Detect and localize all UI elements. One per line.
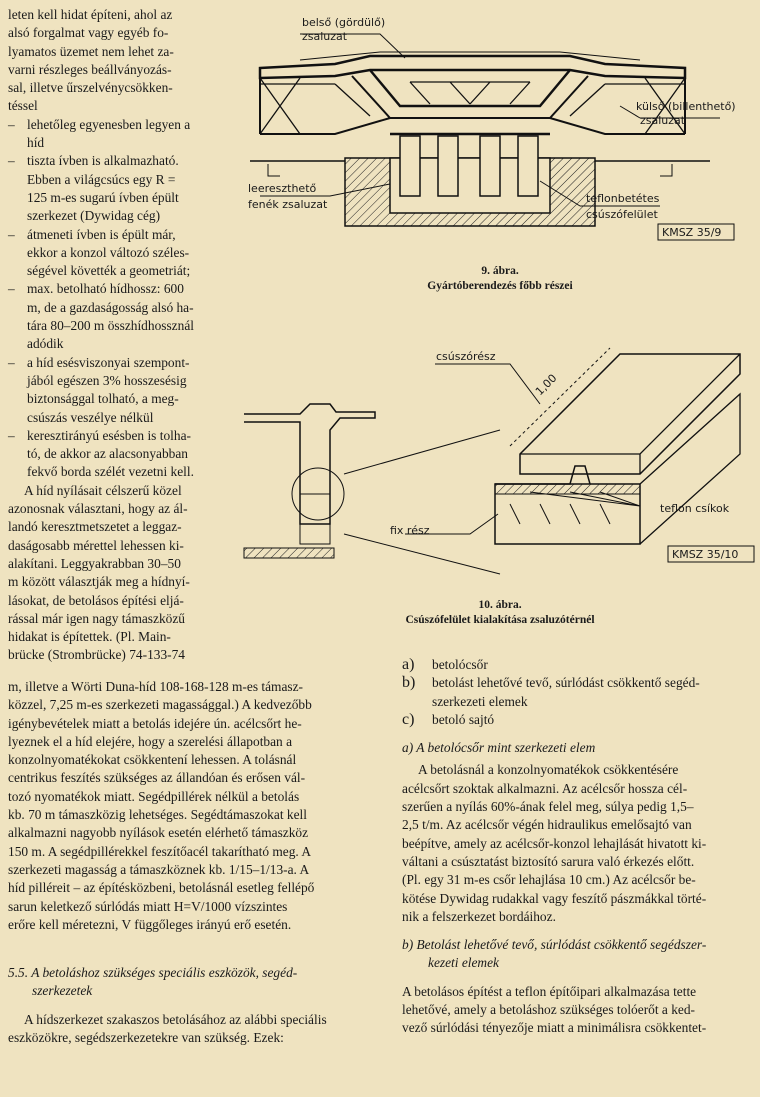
figure-9-drawing: [240, 6, 760, 256]
text-line: brücke (Strombrücke) 74-133-74: [8, 647, 186, 663]
text-line: centrikus feszítés szükséges az állandóan és erősen vál-: [8, 770, 306, 786]
subsection-b-text: [402, 983, 754, 1038]
enum-item: [402, 711, 754, 729]
label-fixed-part: fix rész: [390, 524, 430, 537]
enum-key: c): [402, 710, 415, 728]
text-line: szerkezeti magasság a támaszköznek kb. 1/15–1/13-a. A: [8, 861, 310, 877]
subheading-b-2: kezeti elemek: [428, 955, 499, 971]
label-teflon-strips: teflon csíkok: [660, 502, 730, 515]
label-low-1: leereszthető: [248, 182, 317, 195]
text-line: eszközökre, segédszerkezetekre van szükség. Ezek:: [8, 1029, 284, 1045]
subheading-b-1: b) Betolást lehetővé tevő, súrlódást csökkentő segédszer-: [402, 937, 707, 953]
text-line: leten kell hidat építeni, ahol az: [8, 7, 173, 22]
text-line: A hídszerkezet szakaszos betolásához az alábbi speciális: [24, 1011, 327, 1027]
text-line: nik a felszerkezet bordáihoz.: [402, 908, 556, 924]
enum-key: a): [402, 656, 415, 673]
text-line: daságosabb mérettel lehessen ki-: [8, 537, 184, 553]
text-line: m, illetve a Wörti Duna-híd 108-168-128 m-es támasz-: [8, 679, 304, 694]
text-line: acélcsőrt szoktak alkalmazni. Az acélcsőr hossza cél-: [402, 780, 688, 796]
text-line: téssel: [8, 98, 38, 114]
text-line: azonosnak választani, hogy az ál-: [8, 501, 188, 517]
text-line: igénybevételek miatt a betolás idejére ún. acélcsőrt he-: [8, 715, 302, 731]
text-line: lehetővé, amely a betoláshoz szükséges tolóerőt a ked-: [402, 1002, 695, 1018]
text-line: 2,5 t/m. Az acélcsőr végén hidraulikus emelősajtó van: [402, 817, 692, 833]
figure-10-caption: [240, 598, 760, 628]
text-line: alakítani. Leggyakrabban 30–50: [8, 555, 181, 571]
figure-10-drawing: [240, 334, 760, 600]
text-line: A betolásnál a konzolnyomatékok csökkentésére: [418, 762, 679, 778]
text-line: konzolnyomatékokat csökkentení lehessen. A tolásnál: [8, 752, 297, 768]
text-line: alkalmazni nagyobb nyílások esetén elérhető támaszköz: [8, 825, 309, 841]
text-line: lyamatos üzemet nem lehet za-: [8, 43, 174, 59]
section-heading: 5.5. A betoláshoz szükséges speciális eszközök, segéd-: [8, 965, 298, 980]
text-line: közzel, 7,25 m-es szerkezeti magassággal.) A kedvezőbb: [8, 697, 312, 713]
label-slide-part: csúszórész: [436, 350, 496, 363]
text-line: csúszás veszélye nélkül: [27, 409, 154, 425]
section-5-5: [8, 964, 388, 1047]
text-line: tó, de akkor az alacsonyabban: [27, 446, 188, 462]
enum-line: szerkezeti elemek: [432, 693, 528, 709]
text-line: – átmeneti ívben is épült már,: [8, 226, 220, 244]
text-line: Ebben a világcsúcs egy R =: [27, 171, 176, 187]
text-line: landó keresztmetszetet a leggaz-: [8, 519, 182, 535]
text-line: adódik: [27, 336, 64, 352]
text-line: alsó forgalmat vagy egyéb fo-: [8, 25, 169, 41]
figure-code-10: KMSZ 35/10: [672, 548, 739, 561]
right-text-column: [402, 656, 754, 1038]
text-line: híd: [27, 135, 45, 151]
text-line: sarun keletkező súrlódás miatt H=V/1000 vízszintes: [8, 898, 288, 914]
text-line: sal, illetve űrszelvénycsökken-: [8, 80, 173, 96]
text-line: híd pilléreit – az építésközbeni, betolásnál esetleg fellépő: [8, 880, 315, 896]
label-inner-1: belső (gördülő): [302, 16, 386, 29]
label-dimension: 1,00: [532, 371, 560, 399]
text-line: lyeznek el a híd elejére, hogy a szerelési állapotban a: [8, 733, 293, 749]
text-line: 150 m. A segédpillérekkel feszítőacél takarítható meg. A: [8, 843, 312, 859]
body-text-continued: [8, 678, 388, 934]
figure-9-caption: [240, 264, 760, 294]
text-line: kötése Dywidag rudakkal vagy feszítő pászmákkal törté-: [402, 890, 707, 906]
label-teflon-1: teflonbetétes: [586, 192, 660, 205]
figure-10-title: Csúszófelület kialakítása zsaluzótérnél: [405, 614, 595, 626]
text-line: jából egészen 3% hosszesésig: [27, 372, 187, 388]
enum-line: betolást lehetővé tevő, súrlódást csökkentő segéd-: [432, 675, 700, 691]
enum-line: betolócsőr: [432, 657, 488, 672]
text-line: szerkezet (Dywidag cég): [27, 208, 161, 224]
text-line: – tiszta ívben is alkalmazható.: [8, 152, 220, 170]
text-line: varni részleges beállványozás-: [8, 61, 172, 77]
label-inner-2: zsaluzat: [302, 30, 348, 43]
figure-9-number: 9. ábra.: [481, 265, 519, 277]
text-line: biztonsággal tolható, a meg-: [27, 391, 179, 407]
text-line: A betolásos építést a teflon építőipari alkalmazása tette: [402, 983, 697, 999]
text-line: rással már igen nagy támaszközű: [8, 610, 185, 626]
text-line: – max. betolható hídhossz: 600: [8, 280, 220, 298]
text-line: ekkor a konzol változó széles-: [27, 244, 190, 260]
text-line: A híd nyílásait célszerű közel: [24, 482, 182, 498]
subsection-a-text: [402, 761, 754, 926]
text-line: tára 80–200 m összhídhossznál: [27, 318, 194, 334]
text-line: vező súrlódási tényezője miatt a minimálisra csökkentet-: [402, 1020, 707, 1036]
text-line: erőre kell méretezni, V függőleges irányú erő esetén.: [8, 916, 292, 932]
text-line: váltani a csúsztatást biztosító sarura való érkezés előtt.: [402, 853, 695, 869]
text-line: fekvő borda szélét vezetni kell.: [27, 464, 194, 480]
section-heading-cont: szerkezetek: [32, 983, 93, 999]
left-text-column: [8, 6, 220, 665]
enum-list: [402, 656, 754, 729]
text-line: – keresztirányú esésben is tolha-: [8, 427, 220, 445]
figure-code-9: KMSZ 35/9: [662, 226, 722, 239]
text-line: m között választják meg a hídnyí-: [8, 574, 190, 590]
enum-item: [402, 656, 754, 674]
text-line: hidakat is építettek. (Pl. Main-: [8, 629, 171, 645]
text-line: 125 m-es sugarú ívben épült: [27, 189, 179, 205]
figure-9-title: Gyártóberendezés főbb részei: [427, 280, 573, 292]
text-line: (Pl. egy 31 m-es csőr lehajlása 10 cm.) Az acélcsőr be-: [402, 872, 696, 888]
label-outer-2: zsaluzat: [640, 114, 686, 127]
enum-item: [402, 674, 754, 711]
text-line: – a híd esésviszonyai szempont-: [8, 354, 220, 372]
label-low-2: fenék zsaluzat: [248, 198, 328, 211]
text-line: m, de a gazdaságosság alsó ha-: [27, 299, 194, 315]
text-line: tozó nyomatékok miatt. Segédpillérek nélkül a betolás: [8, 788, 300, 804]
text-line: beépítve, amely az acélcsőr-konzol lehajlását hivatott ki-: [402, 835, 707, 851]
subheading-a: a) A betolócsőr mint szerkezeti elem: [402, 740, 596, 756]
enum-line: betoló sajtó: [432, 711, 495, 727]
enum-key: b): [402, 674, 416, 692]
text-line: ségével követték a geometriát;: [27, 263, 191, 279]
label-teflon-2: csúszófelület: [586, 208, 658, 221]
text-line: kb. 70 m támaszközig lehetséges. Segédtámaszokat kell: [8, 807, 307, 823]
label-outer-1: külső (billenthető): [636, 100, 736, 113]
text-line: lásokat, de betolásos építési eljá-: [8, 592, 184, 608]
text-line: – lehetőleg egyenesben legyen a: [8, 116, 220, 134]
text-line: szerűen a nyílás 60%-ának felel meg, súlya pedig 1,5–: [402, 799, 694, 815]
figure-10-number: 10. ábra.: [478, 599, 522, 611]
